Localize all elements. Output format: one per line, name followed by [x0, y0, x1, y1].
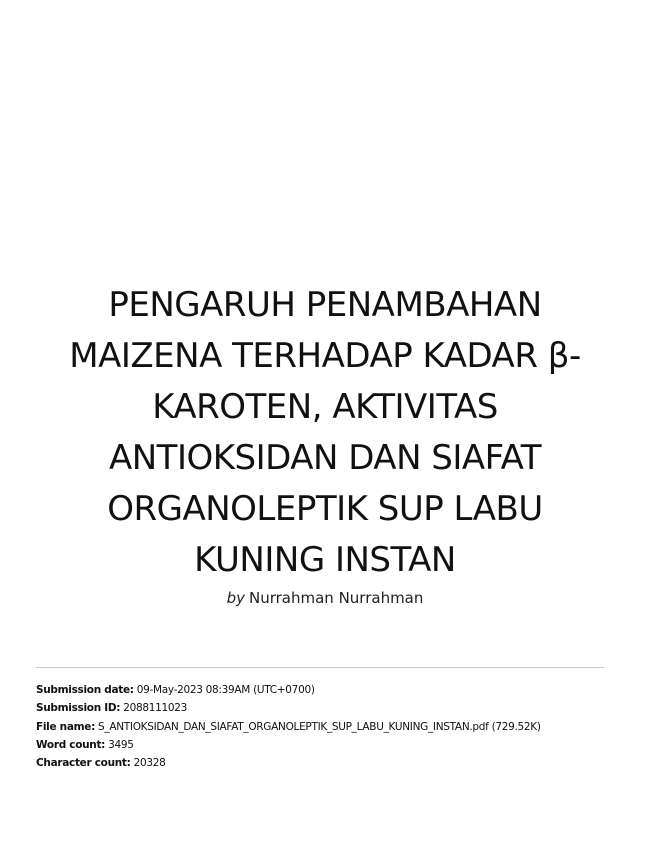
title-line: MAIZENA TERHADAP KADAR β- [69, 336, 581, 376]
title-line: KAROTEN, AKTIVITAS [152, 387, 498, 427]
submission-id-label: Submission ID: [36, 702, 121, 715]
file-name-label: File name: [36, 720, 95, 733]
document-title [25, 280, 625, 586]
submission-id-row [36, 699, 616, 717]
title-line: ORGANOLEPTIK SUP LABU [107, 489, 543, 529]
character-count-value: 20328 [133, 757, 166, 770]
byline-prefix: by [226, 589, 245, 607]
word-count-value: 3495 [108, 738, 134, 751]
word-count-row [36, 736, 616, 754]
divider [36, 667, 604, 668]
title-line: KUNING INSTAN [194, 540, 456, 580]
character-count-label: Character count: [36, 757, 131, 770]
file-name-value: S_ANTIOKSIDAN_DAN_SIAFAT_ORGANOLEPTIK_SUP_LABU_KUNING_INSTAN.pdf (729.52K) [98, 720, 541, 733]
title-line: PENGARUH PENAMBAHAN [108, 285, 542, 325]
submission-date-row [36, 681, 616, 699]
title-line: ANTIOKSIDAN DAN SIAFAT [108, 438, 541, 478]
character-count-row [36, 754, 616, 772]
word-count-label: Word count: [36, 738, 106, 751]
file-name-row [36, 718, 616, 736]
submission-date-value: 09-May-2023 08:39AM (UTC+0700) [136, 684, 315, 696]
byline [0, 588, 650, 608]
title-block [0, 280, 650, 608]
submission-id-value: 2088111023 [123, 702, 188, 715]
submission-info [36, 681, 616, 772]
author-name: Nurrahman Nurrahman [249, 589, 424, 607]
submission-date-label: Submission date: [36, 684, 134, 696]
